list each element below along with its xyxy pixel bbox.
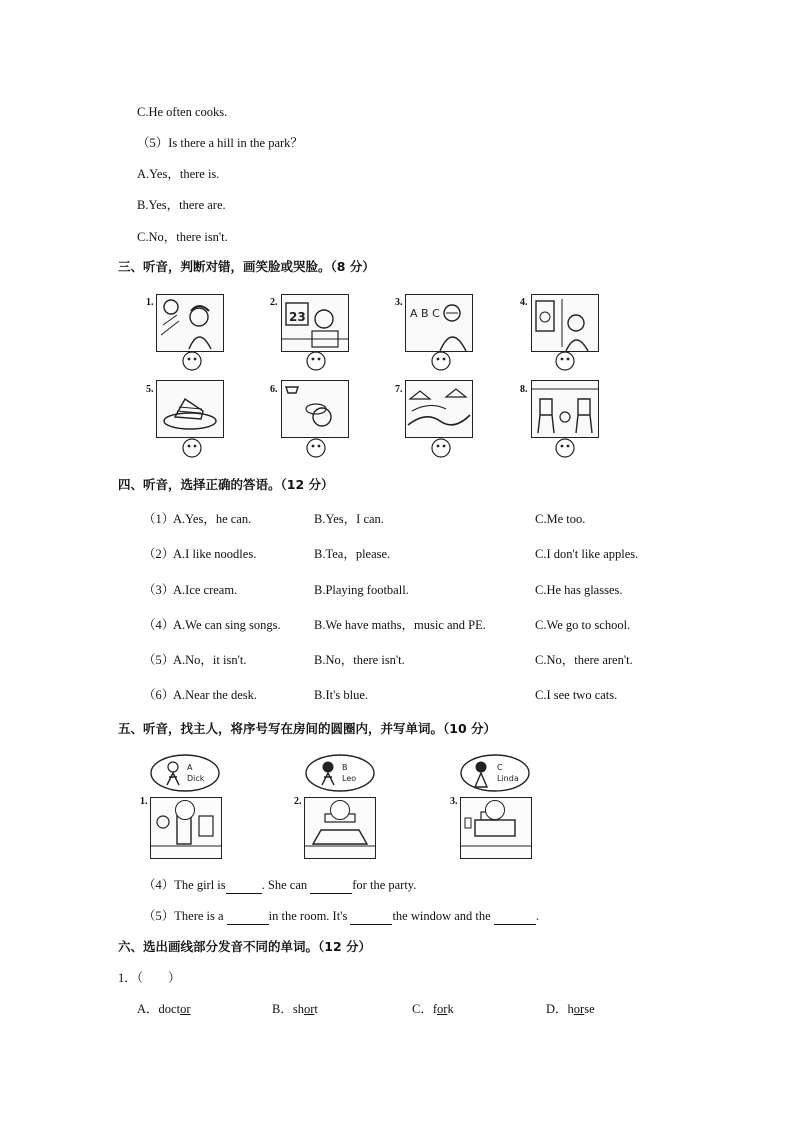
s4-q1-num: （1） xyxy=(143,512,175,526)
s6-option-b[interactable] xyxy=(272,1001,318,1017)
person-name-linda: Linda xyxy=(497,774,519,783)
pic-number-7: 7. xyxy=(395,384,403,395)
option-c-cooks: C.He often cooks. xyxy=(137,105,228,119)
picture-girl-sun xyxy=(156,294,224,352)
picture-cake xyxy=(156,380,224,438)
s4-q4-num: （4） xyxy=(143,618,175,632)
calendar-date: 23 xyxy=(289,310,306,324)
s6-option-c[interactable] xyxy=(412,1001,454,1017)
pic-number-3: 3. xyxy=(395,297,403,308)
s6-option-c-label: C． xyxy=(412,1002,433,1016)
s4-q3-num: （3） xyxy=(143,583,175,597)
s4-q4-a: A.We can sing songs. xyxy=(173,618,281,632)
person-name-dick: Dick xyxy=(187,774,205,783)
s4-q6-c: C.I see two cats. xyxy=(535,688,618,702)
face-1[interactable] xyxy=(182,351,202,371)
picture-village-river xyxy=(405,380,473,438)
s4-q6-num: （6） xyxy=(143,688,175,702)
s5-q5-blank-1[interactable] xyxy=(227,908,269,925)
section-3-title: 三、听音，判断对错，画笑脸或哭脸。（8 分） xyxy=(118,259,375,274)
picture-calendar-boy xyxy=(281,294,349,352)
s6-option-d-pre: h xyxy=(567,1002,574,1016)
person-dick xyxy=(149,753,221,793)
section-4-title: 四、听音，选择正确的答语。（12 分） xyxy=(118,477,334,492)
s6-option-b-post: t xyxy=(314,1002,318,1016)
person-leo xyxy=(304,753,376,793)
pic-number-8: 8. xyxy=(520,384,528,395)
person-letter-a: A xyxy=(187,763,193,772)
s4-q1-a: A.Yes，he can. xyxy=(173,512,252,526)
person-letter-c: C xyxy=(497,763,503,772)
s6-option-d[interactable] xyxy=(546,1001,595,1017)
s5-q5 xyxy=(143,908,539,925)
s6-option-c-pre: f xyxy=(432,1002,438,1016)
pic-number-5: 5. xyxy=(146,384,154,395)
s6-option-c-underlined: or xyxy=(437,1002,448,1016)
board-letters: A B C xyxy=(410,307,440,320)
s6-option-d-label: D． xyxy=(546,1002,568,1016)
pic-number-1: 1. xyxy=(146,297,154,308)
s6-q1: 1．（ ） xyxy=(118,971,181,985)
s4-q2-num: （2） xyxy=(143,547,175,561)
s6-option-a[interactable] xyxy=(137,1001,190,1017)
s5-q5-p1: There is a xyxy=(174,909,227,923)
s4-q1-b: B.Yes，I can. xyxy=(314,512,384,526)
person-linda xyxy=(459,753,531,793)
s6-option-d-underlined: or xyxy=(573,1002,585,1016)
s6-option-b-pre: sh xyxy=(292,1002,304,1016)
s6-option-b-label: B． xyxy=(272,1002,293,1016)
room-2-answer-circle[interactable] xyxy=(330,800,350,820)
room-3-answer-circle[interactable] xyxy=(485,800,505,820)
room-1-answer-circle[interactable] xyxy=(175,800,195,820)
section-5-title: 五、听音，找主人，将序号写在房间的圆圈内，并写单词。（10 分） xyxy=(118,721,496,736)
face-5[interactable] xyxy=(182,438,202,458)
picture-teacher-abc xyxy=(405,294,473,352)
s5-q5-p4: . xyxy=(535,909,539,923)
picture-chairs xyxy=(531,380,599,438)
s4-q4-c: C.We go to school. xyxy=(535,618,631,632)
s5-q5-p2: in the room. It's xyxy=(268,909,351,923)
s5-q4-p3: for the party. xyxy=(352,878,417,892)
picture-boy-basket xyxy=(281,380,349,438)
s6-option-a-underlined: or xyxy=(180,1002,191,1016)
option-c: C.No，there isn't. xyxy=(137,230,228,244)
room-number-3: 3. xyxy=(450,796,458,807)
room-number-1: 1. xyxy=(140,796,148,807)
person-letter-b: B xyxy=(342,763,348,772)
question-5: （5）Is there a hill in the park？ xyxy=(137,136,303,150)
section-6-title: 六、选出画线部分发音不同的单词。（12 分） xyxy=(118,939,371,954)
face-4[interactable] xyxy=(555,351,575,371)
option-a: A.Yes，there is. xyxy=(137,167,220,181)
s4-q2-a: A.I like noodles. xyxy=(173,547,257,561)
pic-number-6: 6. xyxy=(270,384,278,395)
s5-q5-blank-2[interactable] xyxy=(350,908,392,925)
pic-number-2: 2. xyxy=(270,297,278,308)
s4-q3-c: C.He has glasses. xyxy=(535,583,623,597)
s4-q2-c: C.I don't like apples. xyxy=(535,547,639,561)
s5-q5-p3: the window and the xyxy=(392,909,494,923)
s4-q5-c: C.No，there aren't. xyxy=(535,653,633,667)
s6-option-a-pre: doct xyxy=(158,1002,181,1016)
s4-q5-b: B.No，there isn't. xyxy=(314,653,405,667)
s4-q5-a: A.No，it isn't. xyxy=(173,653,247,667)
s5-q4 xyxy=(143,877,416,894)
face-3[interactable] xyxy=(431,351,451,371)
s4-q1-c: C.Me too. xyxy=(535,512,586,526)
s6-option-c-post: k xyxy=(447,1002,454,1016)
s4-q3-b: B.Playing football. xyxy=(314,583,409,597)
room-number-2: 2. xyxy=(294,796,302,807)
s6-option-b-underlined: or xyxy=(303,1002,315,1016)
face-7[interactable] xyxy=(431,438,451,458)
s5-q5-blank-3[interactable] xyxy=(494,908,536,925)
s5-q5-num: （5） xyxy=(143,909,175,923)
option-b: B.Yes，there are. xyxy=(137,198,226,212)
s5-q4-num: （4） xyxy=(143,878,175,892)
person-name-leo: Leo xyxy=(342,774,357,783)
s4-q6-a: A.Near the desk. xyxy=(173,688,257,702)
picture-girl-fridge xyxy=(531,294,599,352)
s6-option-d-post: se xyxy=(584,1002,595,1016)
s4-q6-b: B.It's blue. xyxy=(314,688,368,702)
s4-q2-b: B.Tea，please. xyxy=(314,547,391,561)
pic-number-4: 4. xyxy=(520,297,528,308)
face-2[interactable] xyxy=(306,351,326,371)
s5-q4-p2: . She can xyxy=(261,878,311,892)
s6-option-a-label: A． xyxy=(137,1002,159,1016)
s5-q4-blank-1[interactable] xyxy=(226,877,262,894)
s5-q4-blank-2[interactable] xyxy=(310,877,352,894)
s4-q4-b: B.We have maths，music and PE. xyxy=(314,618,486,632)
s4-q3-a: A.Ice cream. xyxy=(173,583,238,597)
s4-q5-num: （5） xyxy=(143,653,175,667)
s5-q4-p1: The girl is xyxy=(174,878,226,892)
face-6[interactable] xyxy=(306,438,326,458)
face-8[interactable] xyxy=(555,438,575,458)
